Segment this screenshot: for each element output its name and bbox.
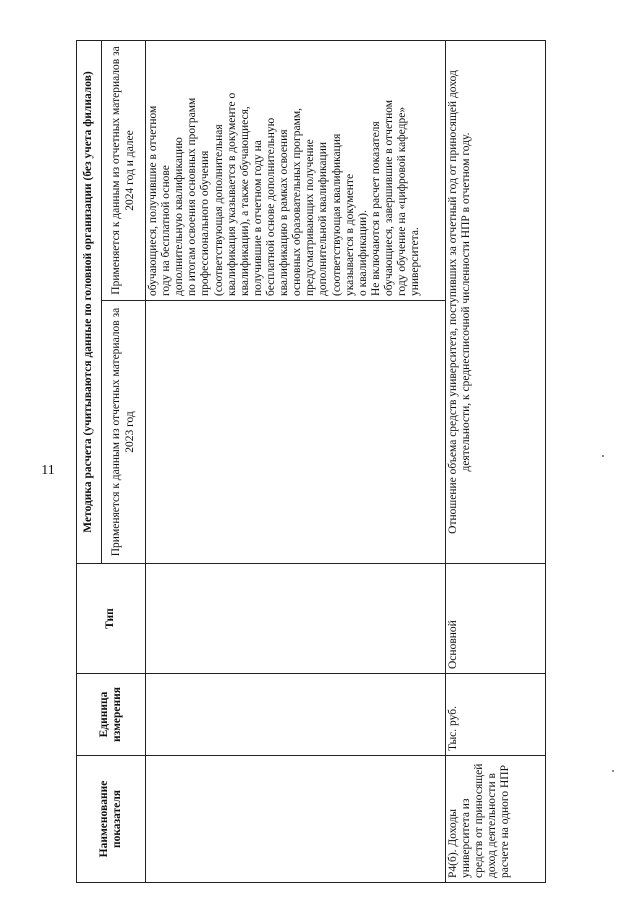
header-type: Тип <box>77 564 146 674</box>
cell-type: Основной <box>446 564 546 674</box>
cell-empty <box>146 674 446 756</box>
method-2024-text-line: году на бесплатной основе <box>160 165 173 296</box>
indicator-methodology-table <box>76 40 546 883</box>
page-number: 11 <box>41 463 55 478</box>
cell-empty <box>146 756 446 883</box>
method-2024-text-line: получившие в отчетном году на <box>251 140 264 296</box>
method-2024-text-line: бесплатной основе дополнительную <box>264 117 277 296</box>
cell-unit: Тыс. руб. <box>446 674 546 756</box>
method-2024-text-line: году обучение на «цифровой кафедре» <box>396 106 409 296</box>
header-method: Методика расчета (учитываются данные по головной организации (без учета филиалов) <box>77 40 102 563</box>
method-2024-text-line: квалификацию в рамках освоения <box>278 129 291 296</box>
header-method-2024: Применяется к данным из отчетных материалов за 2024 год и далее <box>102 40 146 300</box>
method-2024-text-line: обучающиеся, завершившие в отчетном <box>382 99 395 296</box>
scan-speck <box>602 455 604 457</box>
method-2024-text-line: дополнительной квалификации <box>317 142 330 296</box>
method-2024-text-line: дополнительную квалификацию <box>173 137 186 296</box>
cell-indicator-name: P4(б). Доходы университета из средств от приносящей доход деятельности в расчете на одного НПР <box>446 756 546 883</box>
method-2024-text-line: (соответствующая дополнительная <box>212 124 225 296</box>
method-2024-text-line: квалификация указывается в документе о <box>225 92 238 296</box>
header-method-2023: Применяется к данным из отчетных материалов за 2023 год <box>102 301 146 564</box>
table-row-continuation <box>146 40 446 882</box>
method-2024-text-line: профессионального обучения <box>199 150 212 296</box>
method-2024-text-line: Не включаются в расчет показателя <box>369 121 382 296</box>
cell-method: Отношение объема средств университета, поступивших за отчетный год от приносящей доход деятельности, к среднесписочной численности НПР в отчетном году. <box>446 40 546 563</box>
method-2024-text-line: по итогам освоения основных программ <box>186 97 199 296</box>
rotated-table-container <box>76 41 546 883</box>
cell-empty <box>146 564 446 674</box>
table-row-p4b <box>446 40 546 882</box>
method-2024-text-line: квалификации), а также обучающиеся, <box>238 106 251 296</box>
method-2024-text-line: о квалификации). <box>356 210 369 296</box>
method-2024-text-line: основных образовательных программ, <box>291 107 304 296</box>
header-unit: Единица измерения <box>77 674 146 756</box>
method-2024-text-line: указывается в документе <box>343 173 356 296</box>
cell-empty <box>146 301 446 564</box>
cell-method-2024-continuation <box>146 40 446 300</box>
method-2024-text-line: предусматривающих получение <box>304 139 317 296</box>
table-header-row <box>77 40 102 882</box>
method-2024-text-line: обучающиеся, получившие в отчетном <box>147 105 159 296</box>
method-2024-text-line: (соответствующая квалификация <box>330 133 343 296</box>
scan-speck <box>612 770 614 772</box>
method-2024-text-line: университета. <box>409 227 422 296</box>
header-indicator-name: Наименование показателя <box>77 756 146 883</box>
